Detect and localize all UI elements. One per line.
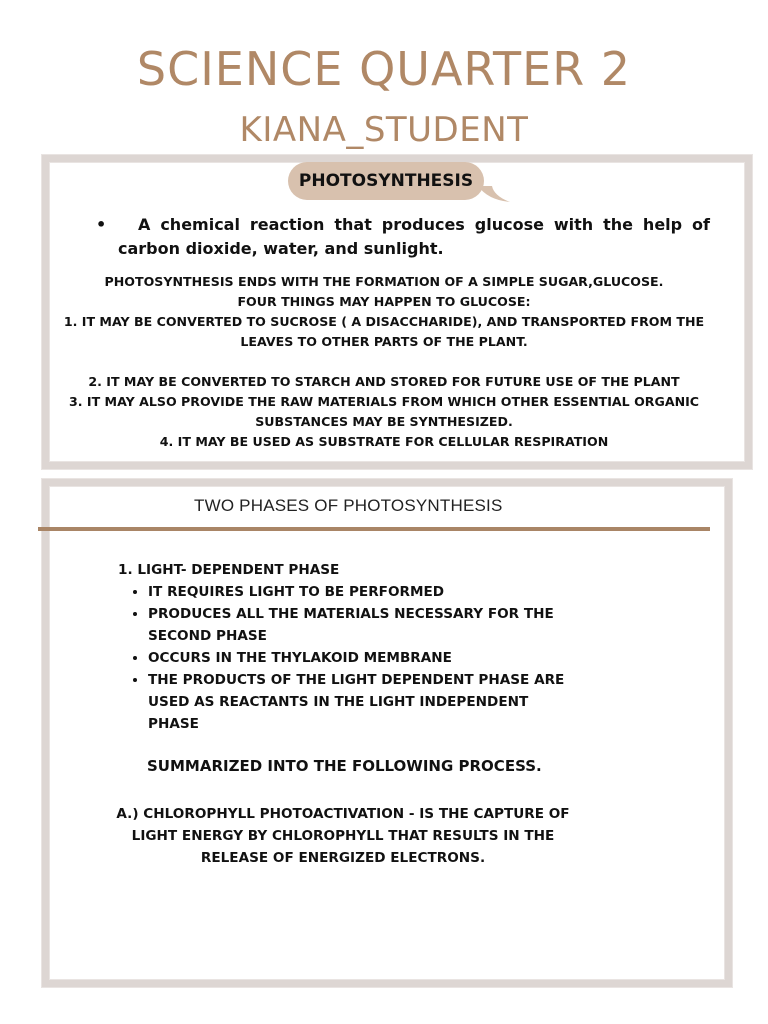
light-dependent-phase: [118, 559, 578, 735]
definition-text: A chemical reaction that produces glucose with the help of carbon dioxide, water, and sunlight.: [118, 215, 710, 258]
fates-line: PHOTOSYNTHESIS ENDS WITH THE FORMATION OF A SIMPLE SUGAR,GLUCOSE.: [104, 274, 664, 289]
divider: [38, 527, 710, 531]
fates-line: FOUR THINGS MAY HAPPEN TO GLUCOSE:: [237, 294, 531, 309]
glucose-fates: [46, 272, 722, 452]
summary-heading: SUMMARIZED INTO THE FOLLOWING PROCESS.: [147, 757, 542, 775]
page-title: SCIENCE QUARTER 2: [136, 42, 632, 96]
fates-item: 1. IT MAY BE CONVERTED TO SUCROSE ( A DISACCHARIDE), AND TRANSPORTED FROM THE LEAVES TO OTHER PARTS OF THE PLANT.: [63, 314, 705, 349]
phases-heading: TWO PHASES OF PHOTOSYNTHESIS: [194, 496, 503, 515]
phase-bullets: [118, 581, 578, 735]
fates-item: 3. IT MAY ALSO PROVIDE THE RAW MATERIALS FROM WHICH OTHER ESSENTIAL ORGANIC SUBSTANCES MAY BE SYNTHESIZED.: [68, 394, 700, 429]
list-item: • IT REQUIRES LIGHT TO BE PERFORMED: [148, 581, 578, 603]
speech-tail-icon: [478, 186, 510, 202]
definition-bullet: [96, 213, 710, 261]
list-item: • OCCURS IN THE THYLAKOID MEMBRANE: [148, 647, 578, 669]
bullet-dot-icon: •: [96, 215, 107, 234]
section-tag: [288, 162, 484, 200]
fates-item: 2. IT MAY BE CONVERTED TO STARCH AND STORED FOR FUTURE USE OF THE PLANT: [88, 374, 680, 389]
fates-item: 4. IT MAY BE USED AS SUBSTRATE FOR CELLULAR RESPIRATION: [159, 434, 609, 449]
section-tag-label: PHOTOSYNTHESIS: [298, 171, 474, 191]
list-item: • THE PRODUCTS OF THE LIGHT DEPENDENT PHASE ARE USED AS REACTANTS IN THE LIGHT INDEPENDENT PHASE: [148, 669, 578, 735]
list-item: • PRODUCES ALL THE MATERIALS NECESSARY FOR THE SECOND PHASE: [148, 603, 578, 647]
student-name: KIANA_STUDENT: [239, 110, 529, 150]
phase-title: 1. LIGHT- DEPENDENT PHASE: [118, 562, 340, 578]
process-a: A.) CHLOROPHYLL PHOTOACTIVATION - IS THE CAPTURE OF LIGHT ENERGY BY CHLOROPHYLL THAT RESULTS IN THE RELEASE OF ENERGIZED ELECTRONS.: [116, 806, 570, 866]
